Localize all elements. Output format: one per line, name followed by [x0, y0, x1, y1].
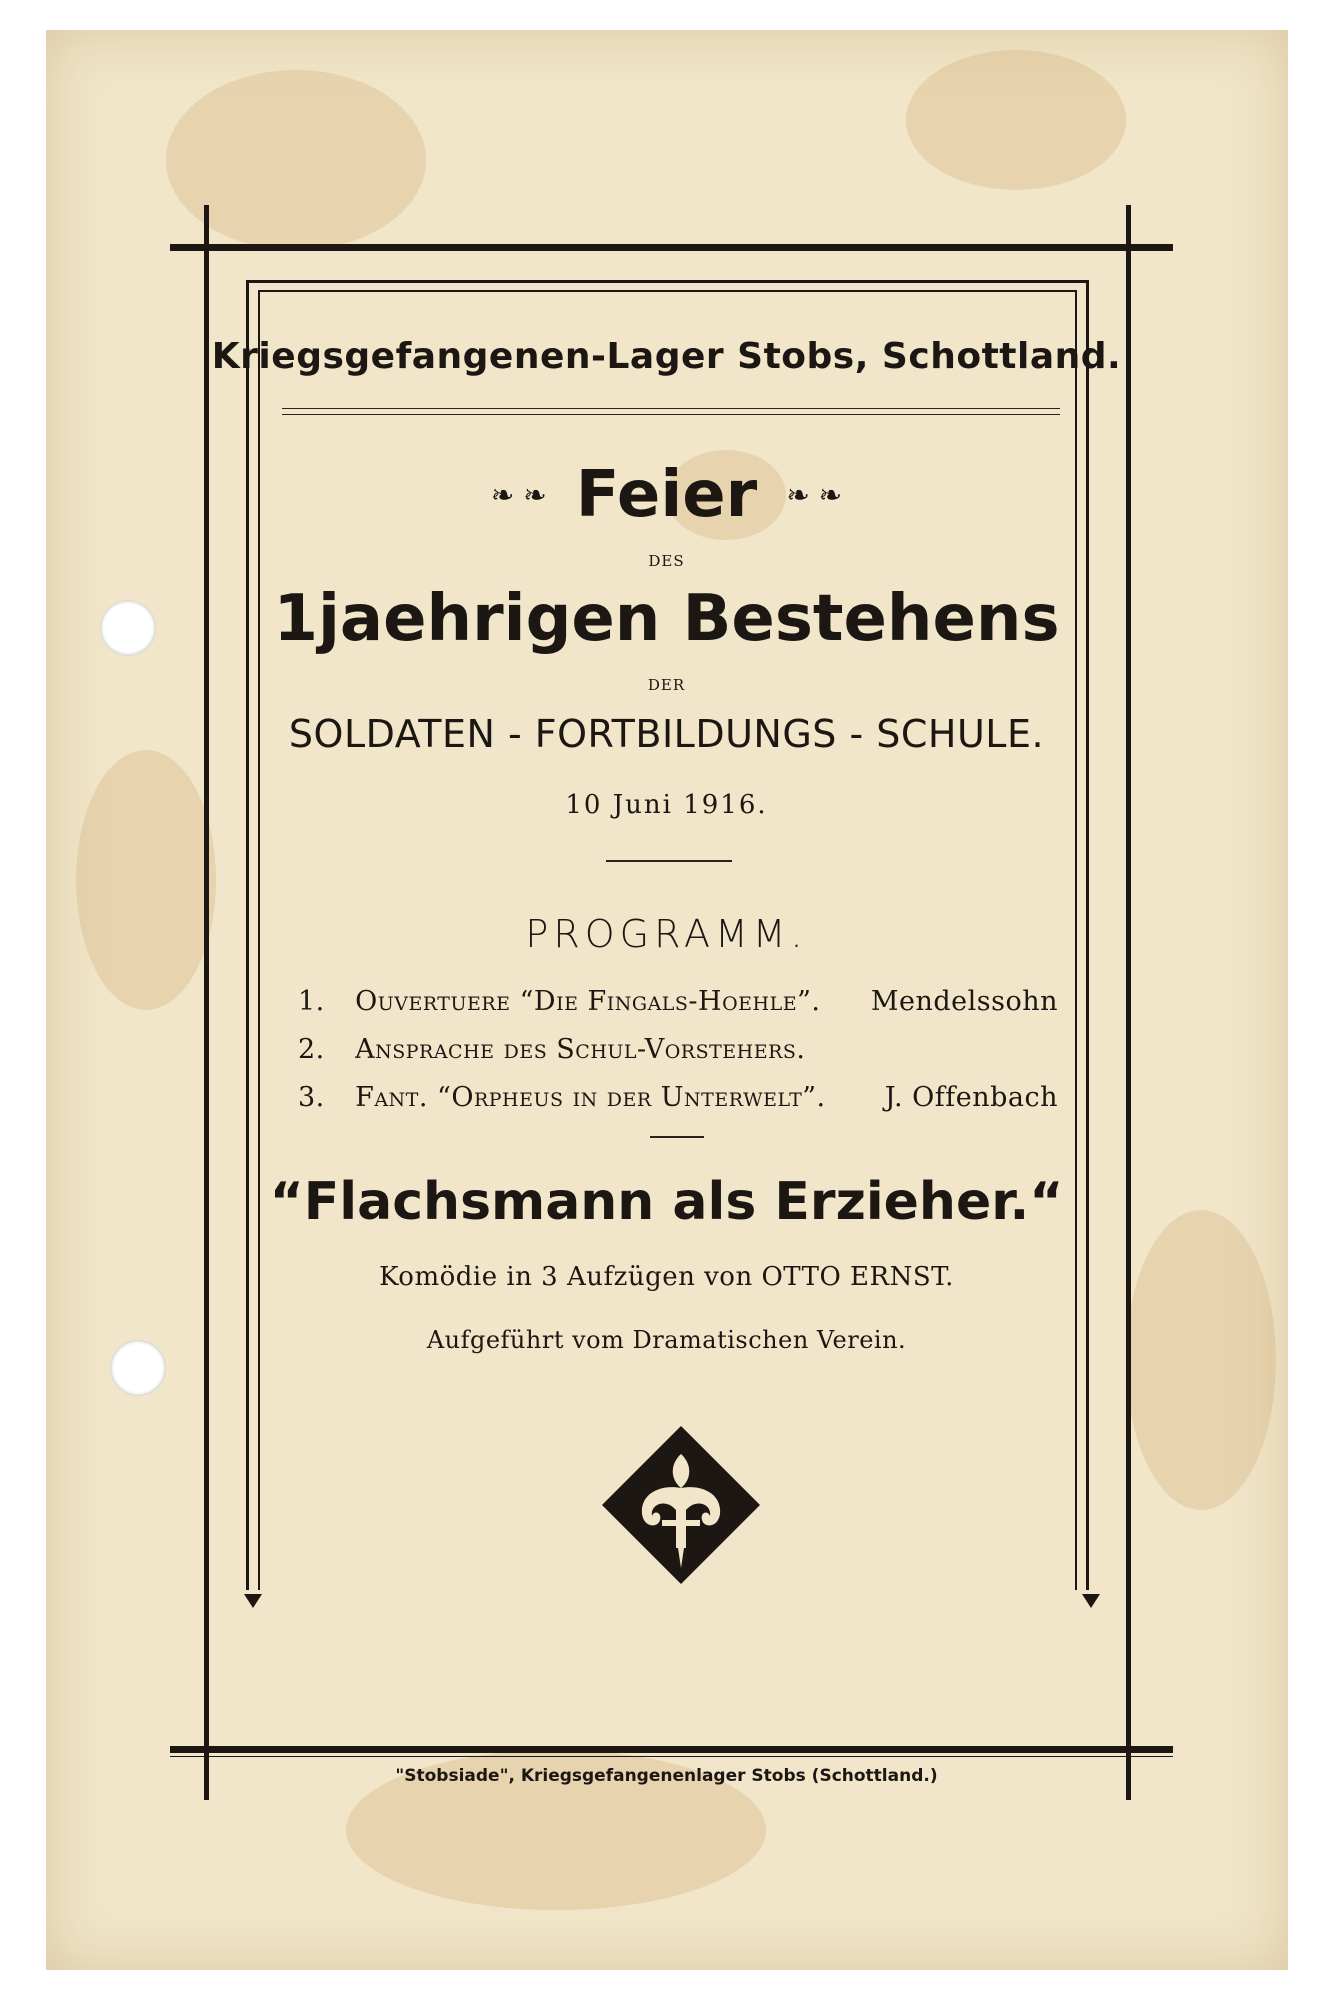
program-item-number: 3.	[298, 1082, 325, 1113]
program-item-2	[298, 1034, 1058, 1065]
fleur-de-lis-emblem-icon	[600, 1424, 762, 1586]
ornament-left-icon: ❧ ❧	[490, 478, 547, 512]
programm-heading: PROGRAMM.	[525, 912, 808, 956]
outer-frame-left	[204, 205, 209, 1800]
date-rule	[606, 860, 732, 862]
program-item-number: 2.	[298, 1034, 325, 1065]
outer-frame-bottom	[170, 1746, 1173, 1753]
program-item-text: Ansprache des Schul-Vorstehers.	[355, 1034, 806, 1065]
header-rule	[282, 408, 1060, 409]
ornament-right-icon: ❧ ❧	[786, 478, 843, 512]
program-item-composer: Mendelssohn	[870, 986, 1058, 1017]
program-item-number: 1.	[298, 986, 325, 1017]
des-text: DES	[648, 552, 685, 570]
bestehens-title: 1jaehrigen Bestehens	[273, 582, 1060, 656]
feier-title: Feier	[575, 458, 758, 532]
school-name: SOLDATEN - FORTBILDUNGS - SCHULE.	[288, 712, 1045, 756]
camp-header: Kriegsgefangenen-Lager Stobs, Schottland.	[211, 336, 1122, 377]
footer-imprint: "Stobsiade", Kriegsgefangenenlager Stobs (Schottland.)	[395, 1766, 938, 1786]
outer-frame-top	[170, 244, 1173, 251]
outer-frame-right	[1126, 205, 1131, 1800]
der-text: DER	[647, 676, 686, 694]
event-date: 10 Juni 1916.	[565, 790, 768, 820]
arrow-right-icon	[1082, 1594, 1100, 1608]
program-rule	[650, 1136, 704, 1138]
program-item-1	[298, 986, 1058, 1017]
play-subtitle: Komödie in 3 Aufzügen von OTTO ERNST.	[379, 1262, 954, 1292]
program-item-3	[298, 1082, 1058, 1113]
program-item-text: Ouvertuere “Die Fingals-Hoehle”.	[355, 986, 821, 1017]
program-item-composer: J. Offenbach	[884, 1082, 1058, 1113]
program-item-text: Fant. “Orpheus in der Unterwelt”.	[355, 1082, 826, 1113]
arrow-left-icon	[244, 1594, 262, 1608]
play-title: “Flachsmann als Erzieher.“	[269, 1172, 1064, 1232]
inner-frame-top	[246, 280, 1089, 283]
play-performer: Aufgeführt vom Dramatischen Verein.	[426, 1326, 907, 1354]
